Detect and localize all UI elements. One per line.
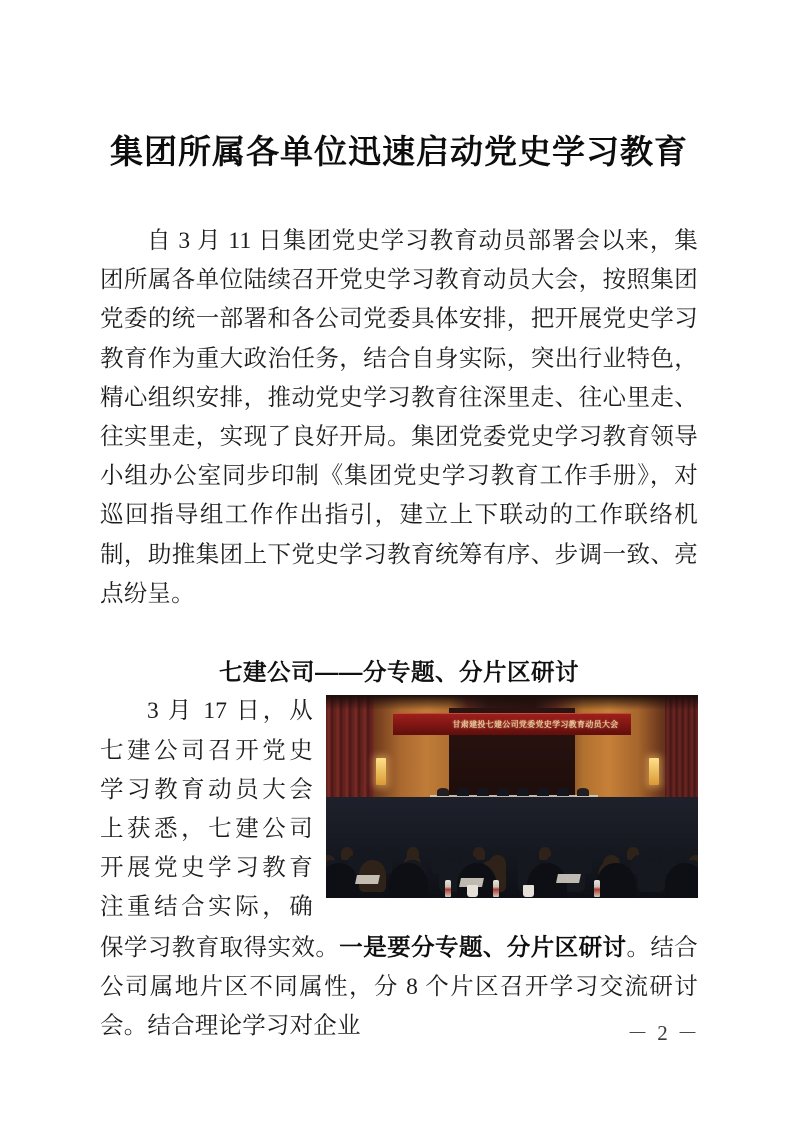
photo-wall-lamp-right [649,758,659,784]
photo-wall-lamp-left [376,758,386,784]
paragraph-overview: 自 3 月 11 日集团党史学习教育动员部署会以来，集团所属各单位陆续召开党史学习教育动员大会，按照集团党委的统一部署和各公司党委具体安排，把开展党史学习教育作为重大政治任务，结合自身实际，突出行业特色，精心组织安排，推动党史学习教育往深里走、往心里走、往实里走，实现了良好开局。集团党委党史学习教育领导小组办公室同步印制《集团党史学习教育工作手册》，对巡回指导组工作作出指引，建立上下联动的工作联络机制，助推集团上下党史学习教育统筹有序、步调一致、亮点纷呈。 [100,228,698,607]
photo-banner-text: 甘肃建投七建公司党委党史学习教育动员大会 [452,719,619,729]
photo-ceiling [326,695,698,709]
page-number: － 2 － [627,1021,700,1045]
paragraph-qijian-text-2: 。结合公司属地片区不同属性，分 8 个片区召开学习交流研讨会。结合理论学习对企业 [100,934,699,1040]
section-subheading: 七建公司——分专题、分片区研讨 [219,659,579,686]
paragraph-qijian-emphasis: 一是要分专题、分片区研讨 [339,933,627,960]
paragraph-qijian-text-1: 3 月 17 日，从七建公司召开党史学习教育动员大会上获悉，七建公司开展党史学习教育注重结合实际，确保学习教育取得实效。 [100,698,340,961]
photo-banner [393,713,631,735]
photo-curtain-left [326,695,374,813]
photo-inner [326,695,698,898]
conference-photo [326,695,698,898]
photo-audience-row-front [326,863,698,899]
photo-curtain-right [665,695,698,813]
paragraph-spacer [100,614,698,653]
paragraph-qijian [100,692,698,1046]
page-title: 集团所属各单位迅速启动党史学习教育 [110,135,688,171]
photo-audience [326,797,698,899]
document-body [100,130,698,1046]
